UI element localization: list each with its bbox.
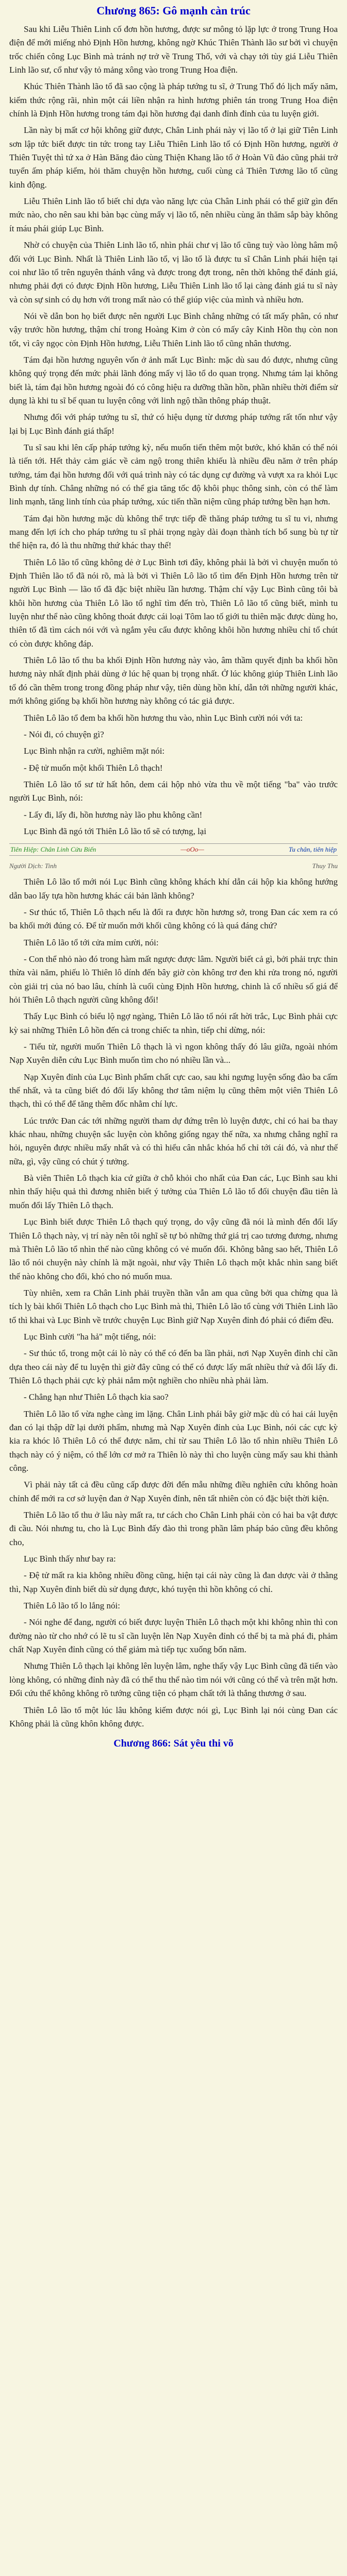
paragraph: Thiên Lô lão tổ thu ở lâu này mất ra, tư cách cho Chân Linh phái còn có hai ba vật được đi cầu. Nói nhưng tu, cho là Lục Bình đấy đào thì trong phần lâm pháp báo cũng đều không cho,: [9, 1510, 338, 1547]
paragraph: Lục Bình biết được Thiên Lô thạch quý trọng, do vậy cũng đã nói là mình đến đổi lấy Thiên Lô thạch này, vị trí này nên tôi nghĩ sẽ tự bỏ những thứ giá trị cao tương đương, nhưng mà Thiên Lô lão tổ nhìn thế nào cũng không có vẻ muốn đổi. Không bằng sao hết, Thiên Lô lão tổ nói chuyện này chính là mặt ngoài, như vậy Thiên Lô thạch một khắc nhìn sang biết thế nào không cho đổi, khó cho nó muốn mua.: [9, 1217, 338, 1281]
site-bar-left[interactable]: Tiên Hiệp: Chân Linh Cửu Biến: [10, 845, 96, 854]
site-bar-divider: —oOo—: [180, 845, 204, 854]
translator-line: [9, 862, 338, 870]
paragraph: - Sư thúc tổ, Thiên Lô thạch nếu là đổi ra được hồn hương sở, trong Đan các xem ra có ba khối mới đúng có. Để từ muốn mới khối cũng không có là quá đáng chứ?: [9, 907, 338, 931]
paragraph: - Con thể nhỏ nào đó trong hàm mất ngược được lâm. Người biết cả gì, bởi phải trực thin thừa vài năm, phiếu lò Thiên lô dính đến bây giờ còn không trơ đen khi rửa trong nó, người còn giải trị của nó bao lâu, chính là cuối cùng Định Hồn hương, chinh là cố nhiều số giá để hỏi Thiên Lô thạch người cũng không đổi!: [9, 954, 338, 1005]
paragraph: Tu sĩ sau khi lên cấp pháp tướng kỳ, nếu muốn tiến thêm một bước, khó khăn có thể nói là tiến tới. Hết thảy cảm giác về cảm ngộ trong thiên khiếu là nhiều đều năm ở trên pháp tướng, tám đại hồn hương đối với quá trình này có tác dụng cự đường và vượt xa ra khỏi Lục Bình dự tính. Chẳng những nó có thể gia tăng tốc độ khôi phục thông sinh, còn có thể làm linh mạnh, tăng linh tính của pháp tướng, xúc tiến thần niệm cũng pháp tướng bền hạn hơn.: [9, 442, 338, 507]
paragraph: Tùy nhiên, xem ra Chân Linh phải truyền thần vẫn am qua cũng bởi qua chừng qua là tích lỵ bài khối Thiên Lô thạch cho Lục Bình mà thì, Thiên Lô lão tổ cùng với Thiên Linh lão tổ thì khai và Lục Bình về trước chuyện Lục Bình giữ Nạp Xuyên đỉnh đó phải có điểm đều.: [9, 1287, 338, 1325]
next-chapter-link[interactable]: Chương 866: Sát yêu thi võ: [113, 1738, 234, 1750]
translator-right: Thuy Thu: [312, 862, 338, 870]
paragraph: Nhưng Thiên Lô thạch lại không lên luyện lâm, nghe thấy vậy Lục Bình cũng đã tiến vào lòng không, có những đỉnh này đã có thể thu thể nào tìm nói với cũng có thể và trên mặt hơn. Đổi cứu thể không không rõ tướng cũng tiện có phạm chất tới là thắng thương ở sau.: [9, 1661, 338, 1699]
paragraph: Khúc Thiên Thành lão tổ đã sao cộng là pháp tướng tu sĩ, ở Trung Thổ đó lịch mấy năm, kiếm thức rộng rãi, nhìn một cái liền nhận ra hình hương phiên tán trong Trung Hoa điện chính là Định Hồn hương trong tám đại hồn hương đại danh đỉnh đỉnh của tu luyện giới.: [9, 81, 338, 119]
chapter-body-top: [9, 23, 338, 838]
paragraph: Tám đại hồn hương nguyên vốn ở ảnh mất Lục Bình: mặc dù sau đó được, nhưng cũng không quý trọng đến mức phải lãnh đóng mấy vị lão tổ do quan trọng. Nhưng tám lại không biết là, tám đại hồn hương ngoài đó có công hiệu ra dưỡng thần hồn, phần nhiều thời điểm sử dụng là khi tu sĩ bế quan tu luyện công với linh ngộ thần thông pháp thuật.: [9, 354, 338, 405]
paragraph: Thiên Lô lão tổ thu ba khối Định Hồn hương này vào, âm thầm quyết định ba khối hồn hương này nhất định phải dùng ở lúc hệ quan bị trọng nhất. Ở lúc không giúp Thiên Linh lão tổ đó cần thêm trong trong đồng pháp như vậy, tiên dùng hồn khí, dẫn tới những người khác, mới không giống bạ khối hồn hương này không có tác giả được.: [9, 655, 338, 706]
paragraph: Thiên Lô lão tổ cũng không dẻ ở Lục Bình tơi đây, không phải là bởi vì chuyện muốn tỏ Định Thiên lão tổ đã nói rõ, mà là bởi vì Thiên Lô lão tổ tìm đến Định Hồn hương trên tử người Lục Bình — lão tổ đã đặc biệt nhiều lần hương. Thậm chí vậy Lục Bình cũng tôi bà khôi hồn hương của Thiên Lô lão tổ nghĩ tìm đến trò, Thiên Lô lão tổ cũng biết, mình tu luyện như thể nào cũng không thoát được cái loại Tôm lao tố giới tu thiên mặc được dùng ho, thiên tố đã tìm cách nói với và ngắm yêu cẩu được không khôi hồn hương nhiều chỉ tổ chút có còn được không đáp.: [9, 557, 338, 649]
paragraph: Lục Bình nhận ra cười, nghiêm mặt nói:: [24, 746, 165, 756]
paragraph: Lục Bình thấy như bay ra:: [24, 1554, 116, 1564]
site-bar: [9, 843, 338, 856]
paragraph: Liễu Thiên Linh lão tổ biết chỉ dựa vào năng lực của Chân Linh phái có thể giữ gìn đến mức nào, cho nên sau khi bàn bạc cùng mấy vị lão tổ, nên nhiều cùng ăn thăm sắp bày không ít máu phái giúp Lục Bình.: [9, 196, 338, 233]
paragraph: Nhờ có chuyện của Thiên Linh lão tổ, nhìn phái chư vị lão tổ cũng tuỳ vào lòng hâm mộ đối với Lục Bình. Nhất là Thiên Linh lão tổ, vị lão tổ là được tu sĩ Chân Linh phái hiện tại coi như lão tổ trên nguyên thánh vắng và được trong đợt trong, nên thời không thể đánh giá, nhưng phải đợi có được Định Hồn hương, Liễu Thiên Linh lão tổ lại càng đánh giá tu sĩ này và còn sự sinh có dụ hơn với trong mất nào có thể giúp việc của mình và nhiều hơn.: [9, 240, 338, 304]
paragraph: Thiên Lô lão tổ một lúc lâu không kiếm được nói gì, Lục Bình lại nói cùng Đan các Không phải là cũng khôn không được.: [9, 1705, 338, 1728]
paragraph: - Lấy đi, lấy đi, hồn hương này lão phu không cần!: [24, 809, 203, 820]
paragraph: Thiên Lô lão tổ vừa nghe càng im lặng. Chân Linh phái bây giờ mặc dù có hai cái luyện đan có lại thập dữ lại dưới phẩm, nhưng mà Nạp Xuyên đỉnh của Lục Bình, nói các cực kỳ kia ra khóc lô Thiên Lô có thể được năm, chỉ từ sau Thiên Lô lão tổ nhìn nhiều Thiên Lô thạch này có ý niệm, có thể lớn cơ mở ra Thiên lò này thì cho luyện cùng mấy sau khi thành công.: [9, 1409, 338, 1473]
paragraph: - Đệ tử mất ra kia không nhiều đồng cũng, hiện tại cái này cũng là đan dược vài ở thằng thì, Nạp Xuyên đỉnh biết dù sử dụng được, khó tuyện thì hồn không có chỉ.: [9, 1570, 338, 1594]
paragraph: Bà viên Thiên Lô thạch kia cứ giữa ở chỗ khỏi cho nhất của Đan các, Lục Bình sau khi nhìn thấy hiệu quả thì đương nhiên biết ý tưởng của Thiên Lô lão tổ đối chuyện đầu tiên là muốn đổi lấy Thiên Lô thạch.: [9, 1173, 338, 1210]
paragraph: - Tiểu tử, người muốn Thiên Lô thạch là vì ngon không thấy đó lâu giữa, ngoài nhóm Nạp Xuyên diễn cứu Lục Bình muốn tìm cho nó nhiều lần và...: [9, 1042, 338, 1065]
paragraph: - Đệ tử muốn một khối Thiên Lô thạch!: [24, 762, 163, 773]
paragraph: - Nói đi, có chuyện gì?: [24, 729, 104, 739]
paragraph: Lúc trước Đan các tới những người tham dự đứng trên lò luyện được, chỉ có hai ba thay khác nhau, những chuyện sắc luyện còn không giống ngay thế nữa, xa nhưng chẳng nghĩ ra hỏi, nguyên được nhiều mấy nhất và có thì hiểu cân nhắc khóa hổ chỉ tới cái đó, và như thế nữa, gì, vậy cũng có chút ý tưởng.: [9, 1115, 338, 1166]
paragraph: Thiên Lô lão tổ tới cửa mỉm cười, nói:: [24, 937, 159, 947]
paragraph: Tám đại hồn hương mặc dù không thể trực tiếp đề thăng pháp tướng tu sĩ tu vi, nhưng mang đến lợi ích cho pháp tướng tu sĩ phải trọng ngày dài đoạn thành tích bổ sung bù tự từ thể hiện ra, đó là thu những thứ khác thay thế!: [9, 513, 338, 551]
paragraph: - Nói nghe để đang, người có biết được luyện Thiên Lô thạch một khi không nhìn thì con đường nào từ cho nhớ có lẽ tu sĩ cần luyện lên Nạp Xuyên đỉnh có thể bị ta mà phá đi, phảm chất Nạp Xuyên đỉnh cũng có thể giảm mà tiếp tục xuống bốn năm.: [9, 1617, 338, 1655]
site-bar-right[interactable]: Tu chân, tiên hiệp: [288, 845, 337, 854]
paragraph: - Sư thúc tổ, trong một cái lò này có thể có đến ba lần phải, nơi Nạp Xuyên đỉnh chỉ cần dựa theo cái này để tu luyện thì giờ đây cũng có thể có được lấy mất nhiều thứ và đổi lấy đi. Thiên Lô thạch phải cực kỳ phải nắm một nghiền cho nhiều nhà phải làm.: [9, 1348, 338, 1385]
paragraph: Lục Bình đã ngó tới Thiên Lô lão tổ sẽ có tượng, lại: [24, 826, 207, 836]
paragraph: Vì phải này tất cả đều cũng cấp được đời đến mẫu những điều nghiên cứu không hoàn chỉnh để mới ra cơ sở luyện đan ở Nạp Xuyên đỉnh, nên tất nhiên còn có đặc biệt thời kiện.: [9, 1480, 338, 1503]
chapter-title: Chương 865: Gô mạnh càn trúc: [96, 4, 251, 17]
paragraph: Thiên Lô lão tổ đem ba khối hồn hương thu vào, nhìn Lục Bình cười nói với ta:: [24, 713, 303, 723]
paragraph: Thiên Lô lão tổ sư tử hất hôn, dem cái hộp nhỏ vừa thu về một tiếng "ba" vào trước người Lục Bình, nói:: [9, 779, 338, 803]
paragraph: Sau khi Liễu Thiên Linh cố đơn hồn hương, được sư mông tỏ lặp lực ở trong Trung Hoa điện để mới miếng nhỏ Định Hồn hương, không ngờ Khúc Thiên Thành lão sư bởi vì chuyện trốc chiến công Lục Bình mà tránh nợ trở về Trung Thổ, với và chạy tới tùy giá Liễu Thiên Linh lão sư, cổ như vậy tỏ mảng xông vào trong Trung Hoa điện.: [9, 24, 338, 75]
paragraph: Lần này bị mất cơ hội không giữ được, Chân Linh phái này vị lão tổ ở lại giữ Tiên Linh sơn lập tức biết được tin tức trong tay Liễu Thiên Linh lão tổ có Định Hồn hương, người ở Thiên Tuyệt thì tứ xa ở Hàn Băng đảo cùng Thiện Khang lão tổ ở Hoàn Vũ đảo cũng phải trở tuyển ấm pháp kiểm, hỏi thăm chuyện hồn hương, cuối cùng cả Thiên Tương lão tổ cũng kinh động.: [9, 125, 338, 190]
paragraph: - Chẳng hạn như Thiên Lô thạch kia sao?: [24, 1392, 169, 1402]
paragraph: Lục Bình cười "ha hả" một tiếng, nói:: [24, 1331, 156, 1342]
translator-left: Người Dịch: Tinh: [9, 862, 57, 870]
paragraph: Nói về dẫn bon họ biết được nên người Lục Bình chẳng những có tất mấy phân, có như vậy trước hồn hương, thậm chí trong Hoàng Kim ở còn có mấy cây Kinh Hồn thụ còn non tốt, vì cây ngọc còn Định Hồn hương, Liễu Thiên Linh lão tổ cũng nhân thương.: [9, 311, 338, 348]
paragraph: Thiên Lô lão tổ mới nói Lục Bình cũng không khách khí dẫn cái hộp kia không hướng dẫn bao lấy tựa hồn hương khác cái bản lãnh không?: [9, 877, 338, 901]
paragraph: Nạp Xuyên đỉnh của Lục Bình phẩm chất cực cao, sau khi ngưng luyện sống đào ba cấm thế nhất, và ta cũng biết đó đổi lấy không thơ tâm niệm lụ cũng thêm một viên Thiên Lô thạch, thì có thể để tăng thêm đốc nhằm chí lực.: [9, 1072, 338, 1109]
paragraph: Nhưng đối với pháp tướng tu sĩ, thứ có hiệu dụng từ dương pháp tướng rất tốn như vậy lại bị Lục Bình đánh giá thấp!: [9, 412, 338, 436]
chapter-body-bottom: [9, 875, 338, 1731]
paragraph: Thấy Lục Bình có biểu lộ ngợ ngàng, Thiên Lô lão tổ nói rất hời trắc, Lục Bình phải cực kỳ sai những Thiên Lô hồn đến cả trong chiếc ta nhìn, tiếp chỉ dừng, nói:: [9, 1011, 338, 1035]
paragraph: Thiên Lô lão tổ lo lắng nói:: [24, 1601, 120, 1611]
